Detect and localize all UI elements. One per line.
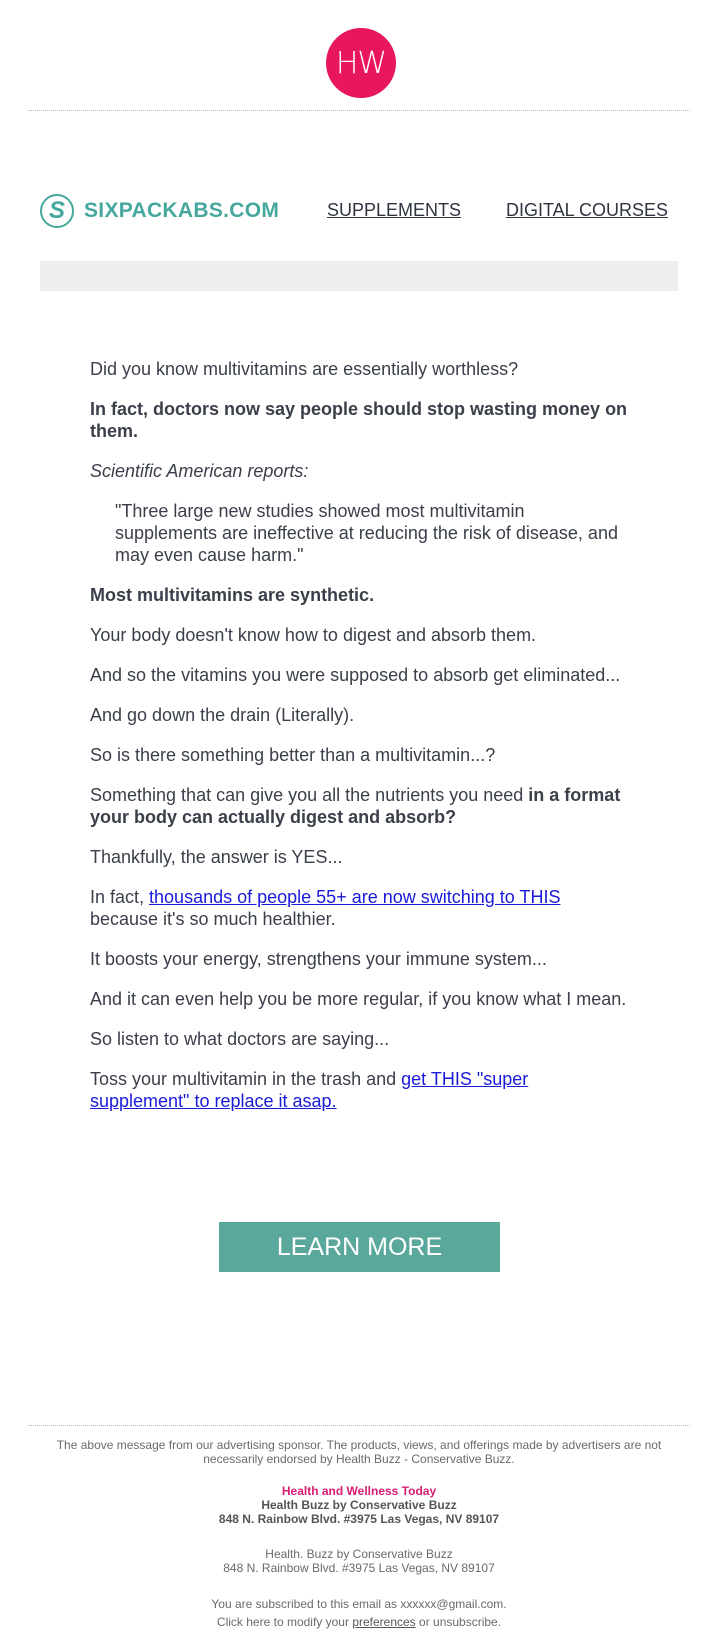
article-paragraph-bold: Most multivitamins are synthetic. (90, 585, 375, 605)
preferences-link[interactable]: preferences (352, 1615, 416, 1629)
hw-logo-text: HW (335, 45, 387, 81)
article-paragraph: Thankfully, the answer is YES... (90, 847, 343, 867)
publisher-name: Health Buzz by Conservative Buzz (261, 1498, 457, 1512)
footer-publisher-plain (50, 1547, 668, 1575)
article-paragraph: Toss your multivitamin in the trash and get THIS "super supplement" to replace it asap. (90, 1069, 529, 1111)
learn-more-button[interactable]: LEARN MORE (219, 1222, 500, 1272)
article-paragraph: So is there something better than a multivitamin...? (90, 745, 496, 765)
footer-subscription (50, 1595, 668, 1631)
article-paragraph: Your body doesn't know how to digest and absorb them. (90, 625, 537, 645)
publisher-name-plain: Health. Buzz by Conservative Buzz (265, 1547, 453, 1561)
article-paragraph: And so the vitamins you were supposed to absorb get eliminated... (90, 665, 621, 685)
super-supplement-link[interactable]: get THIS "super supplement" to replace it asap. (90, 1069, 529, 1111)
sixpackabs-mark-icon: S (40, 194, 74, 228)
header-divider (28, 110, 690, 111)
article-paragraph: Something that can give you all the nutrients you need in a format your body can actually digest and absorb? (90, 785, 621, 827)
publisher-address-plain: 848 N. Rainbow Blvd. #3975 Las Vegas, NV 89107 (223, 1561, 495, 1575)
sixpackabs-name: SIXPACKABS.COM (84, 199, 280, 222)
article-paragraph: And go down the drain (Literally). (90, 705, 355, 725)
sixpackabs-logo[interactable] (40, 194, 279, 228)
modify-preferences: Click here to modify your preferences or unsubscribe. (216, 1615, 502, 1629)
nav-digital-courses-link[interactable]: DIGITAL COURSES (506, 200, 669, 220)
article-body (90, 358, 630, 1130)
switching-link[interactable]: thousands of people 55+ are now switching to THIS (149, 887, 561, 907)
article-paragraph-bold: In fact, doctors now say people should stop wasting money on them. (90, 399, 628, 441)
article-paragraph: In fact, thousands of people 55+ are now switching to THIS because it's so much healthier. (90, 887, 561, 929)
newsletter-name: Health and Wellness Today (281, 1484, 437, 1498)
article-quote: "Three large new studies showed most multivitamin supplements are ineffective at reducing the risk of disease, and may even cause harm." (115, 501, 618, 565)
nav-supplements-link[interactable]: SUPPLEMENTS (327, 200, 462, 220)
footer-divider (28, 1425, 690, 1426)
publisher-address: 848 N. Rainbow Blvd. #3975 Las Vegas, NV 89107 (218, 1512, 500, 1526)
article-paragraph: And it can even help you be more regular, if you know what I mean. (90, 989, 627, 1009)
article-paragraph: So listen to what doctors are saying... (90, 1029, 390, 1049)
footer-publisher-block (50, 1484, 668, 1526)
footer-disclaimer: The above message from our advertising sponsor. The products, views, and offerings made by advertisers are not necessarily endorsed by Health Buzz - Conservative Buzz. (56, 1438, 662, 1466)
hw-logo (326, 28, 396, 98)
article-paragraph: It boosts your energy, strengthens your immune system... (90, 949, 547, 969)
article-paragraph: Did you know multivitamins are essentially worthless? (90, 359, 519, 379)
subscribed-notice: You are subscribed to this email as xxxxxx@gmail.com. (211, 1597, 507, 1611)
article-source: Scientific American reports: (90, 461, 309, 481)
hero-band (40, 261, 678, 291)
